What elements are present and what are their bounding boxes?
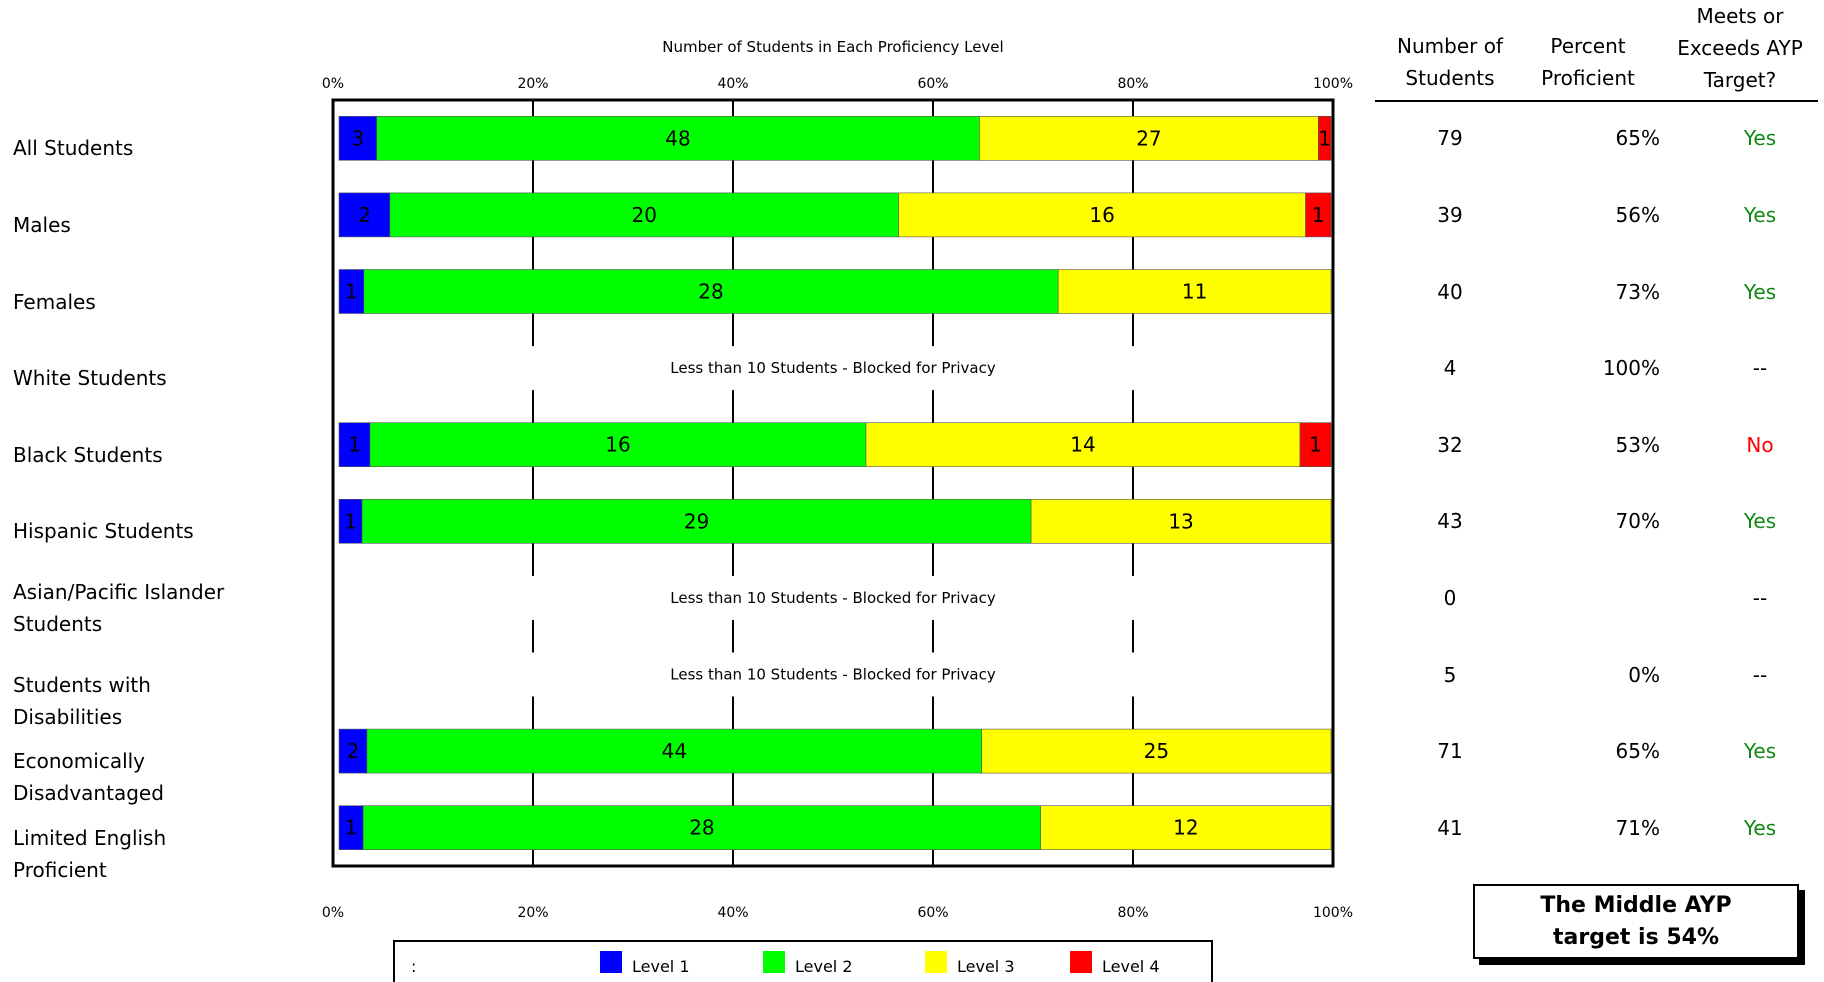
- cell-percent-proficient: 73%: [1615, 279, 1660, 304]
- bar-value-label: 12: [1173, 815, 1199, 840]
- cell-number-of-students: 4: [1443, 356, 1457, 381]
- chart-legend: [393, 940, 1213, 982]
- header-percent-proficient: Percent Proficient: [1541, 34, 1635, 90]
- cell-meets-target: Yes: [1743, 509, 1777, 534]
- bar-value-label: 48: [665, 126, 691, 151]
- cell-number-of-students: 32: [1437, 432, 1463, 457]
- bar-value-label: 14: [1070, 432, 1096, 457]
- cell-meets-target: Yes: [1743, 739, 1777, 764]
- bar-value-label: 1: [345, 279, 358, 304]
- legend-swatch: [763, 951, 785, 973]
- cell-number-of-students: 5: [1443, 662, 1457, 687]
- bar-value-label: 3: [351, 126, 365, 151]
- cell-percent-proficient: 100%: [1602, 356, 1660, 381]
- cell-number-of-students: 79: [1437, 126, 1463, 151]
- cell-meets-target: Yes: [1743, 815, 1777, 840]
- bar-value-label: 44: [661, 739, 688, 764]
- x-tick-top: 80%: [1117, 76, 1149, 92]
- x-tick-bottom: 20%: [517, 905, 549, 921]
- bar-value-label: 2: [358, 202, 371, 227]
- cell-number-of-students: 39: [1437, 202, 1463, 227]
- ayp-target-note: [1473, 884, 1799, 959]
- legend-swatch: [925, 951, 947, 973]
- x-tick-bottom: 80%: [1117, 905, 1149, 921]
- bar-value-label: 1: [344, 815, 358, 840]
- group-label: Black Students: [13, 442, 163, 467]
- legend-label: Level 3: [957, 957, 1015, 976]
- blocked-text: Less than 10 Students - Blocked for Privacy: [670, 588, 996, 607]
- bar-value-label: 13: [1168, 509, 1194, 534]
- cell-number-of-students: 71: [1437, 739, 1463, 764]
- x-tick-bottom: 60%: [917, 905, 949, 921]
- x-tick-top: 100%: [1312, 76, 1354, 92]
- bar-value-label: 1: [344, 509, 357, 534]
- cell-percent-proficient: 71%: [1615, 815, 1660, 840]
- bar-value-label: 29: [683, 509, 710, 534]
- bar-value-label: 1: [1309, 432, 1322, 457]
- bar-value-label: 1: [348, 432, 361, 457]
- cell-percent-proficient: 70%: [1615, 509, 1660, 534]
- x-tick-top: 60%: [917, 76, 949, 92]
- chart-title: Number of Students in Each Proficiency Level: [662, 38, 1004, 56]
- bar-value-label: 28: [698, 279, 724, 304]
- header-meets-ayp-target: Meets or Exceeds AYP Target?: [1677, 4, 1803, 92]
- legend-label: Level 4: [1102, 957, 1160, 976]
- cell-meets-target: Yes: [1743, 279, 1777, 304]
- bar-value-label: 25: [1143, 739, 1170, 764]
- x-tick-top: 40%: [717, 76, 749, 92]
- bar-value-label: 2: [346, 739, 360, 764]
- group-label: White Students: [13, 366, 167, 391]
- legend-label: Level 1: [632, 957, 690, 976]
- group-label: Asian/Pacific Islander Students: [13, 579, 225, 636]
- group-label: Hispanic Students: [13, 519, 194, 544]
- x-tick-bottom: 100%: [1312, 905, 1354, 921]
- cell-number-of-students: 40: [1437, 279, 1463, 304]
- header-number-of-students: Number of Students: [1397, 34, 1503, 90]
- cell-meets-target: Yes: [1743, 202, 1777, 227]
- legend-swatch: [1070, 951, 1092, 973]
- group-label: All Students: [13, 136, 134, 161]
- group-label: Females: [13, 289, 96, 314]
- cell-meets-target: --: [1752, 662, 1768, 687]
- cell-number-of-students: 0: [1443, 585, 1457, 610]
- ayp-target-text: The Middle AYP target is 54%: [1540, 892, 1732, 950]
- legend-swatch: [600, 951, 622, 973]
- bar-value-label: 11: [1181, 279, 1208, 304]
- legend-label: Level 2: [795, 957, 853, 976]
- legend-prefix: :: [411, 957, 417, 976]
- group-label: Limited English Proficient: [13, 825, 167, 882]
- bar-value-label: 16: [605, 432, 631, 457]
- x-tick-bottom: 0%: [321, 905, 345, 921]
- x-tick-top: 0%: [321, 76, 345, 92]
- cell-number-of-students: 43: [1437, 509, 1463, 534]
- cell-meets-target: No: [1746, 432, 1774, 457]
- bar-value-label: 1: [1311, 202, 1325, 227]
- x-tick-bottom: 40%: [717, 905, 749, 921]
- cell-percent-proficient: 65%: [1615, 126, 1660, 151]
- cell-percent-proficient: 53%: [1615, 432, 1660, 457]
- bar-value-label: 1: [1318, 126, 1332, 151]
- table-header-rule: [1375, 100, 1818, 102]
- cell-meets-target: --: [1752, 356, 1768, 381]
- blocked-text: Less than 10 Students - Blocked for Privacy: [670, 359, 996, 378]
- cell-meets-target: Yes: [1743, 126, 1777, 151]
- cell-percent-proficient: 65%: [1615, 739, 1660, 764]
- bar-value-label: 28: [689, 815, 715, 840]
- cell-percent-proficient: 56%: [1615, 202, 1660, 227]
- group-label: Males: [13, 212, 71, 237]
- blocked-text: Less than 10 Students - Blocked for Privacy: [670, 665, 996, 684]
- cell-percent-proficient: 0%: [1628, 662, 1660, 687]
- x-tick-top: 20%: [517, 76, 549, 92]
- bar-value-label: 20: [631, 202, 657, 227]
- bar-value-label: 27: [1136, 126, 1162, 151]
- group-label: Students with Disabilities: [13, 672, 151, 729]
- group-label: Economically Disadvantaged: [13, 749, 164, 806]
- bar-value-label: 16: [1089, 202, 1115, 227]
- cell-meets-target: --: [1752, 585, 1768, 610]
- cell-number-of-students: 41: [1437, 815, 1463, 840]
